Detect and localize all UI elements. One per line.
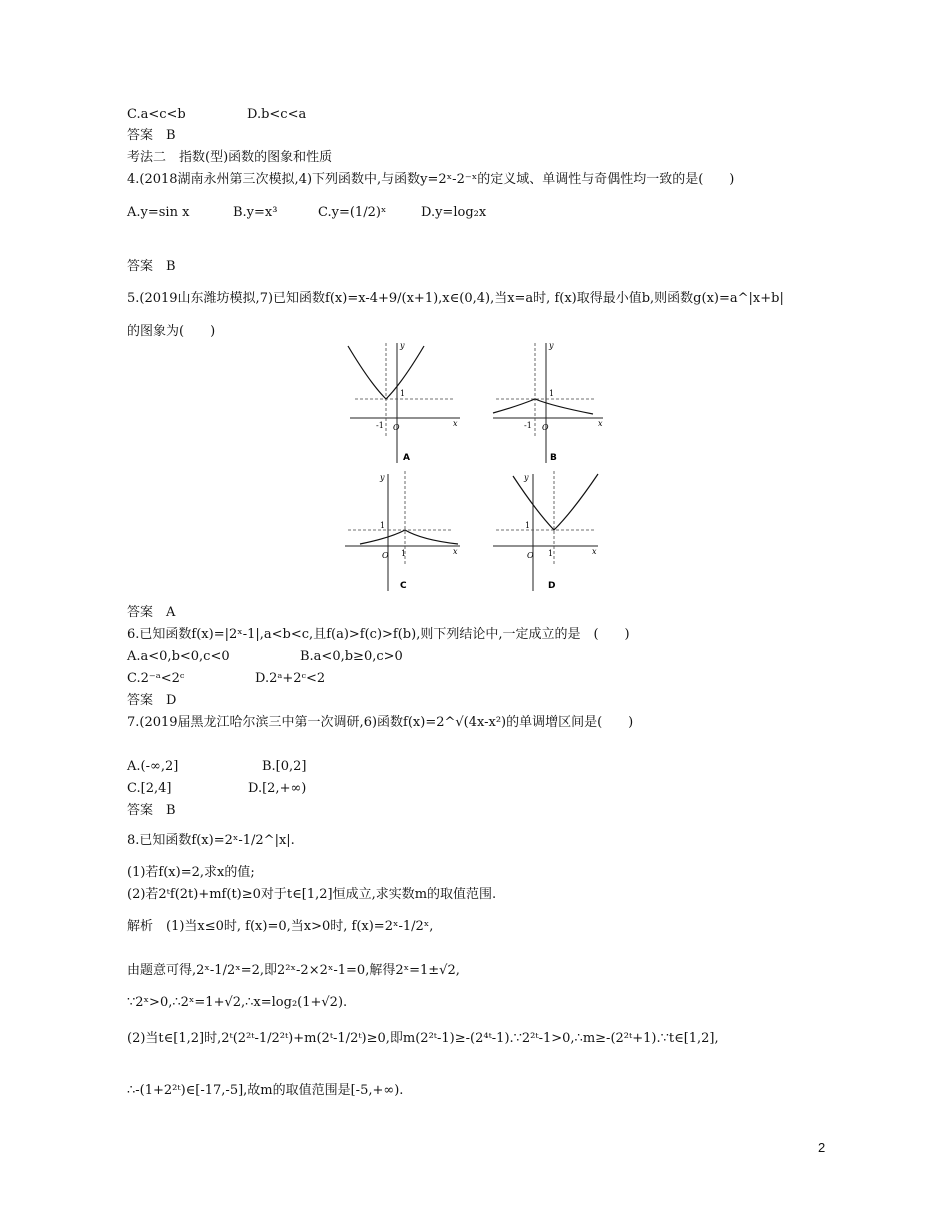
option-a-q7: A.(-∞,2] — [127, 759, 179, 774]
graph-c-tick-1x: 1 — [401, 549, 407, 558]
graph-c-label: C — [400, 581, 407, 591]
graph-c-tick-1: 1 — [380, 521, 386, 530]
option-a-q6: A.a<0,b<0,c<0 — [127, 649, 230, 664]
question-5: 5.(2019山东潍坊模拟,7)已知函数f(x)=x-4+9/(x+1),x∈(0,4),当x=a时, f(x)取得最小值b,则函数g(x)=a^|x+b| — [127, 291, 784, 306]
graph-d-origin: O — [527, 551, 534, 560]
option-c-q4: C.y=(1/2)ˣ — [318, 205, 387, 220]
graph-b-tick-1: 1 — [549, 389, 555, 398]
option-c-q7: C.[2,4] — [127, 781, 172, 796]
graph-d-y: y — [524, 473, 529, 482]
graph-a-label: A — [403, 453, 410, 463]
option-c-q6: C.2⁻ᵃ<2ᶜ — [127, 671, 185, 686]
option-b-q6: B.a<0,b≥0,c>0 — [300, 649, 403, 664]
graph-b-origin: O — [542, 423, 549, 432]
solution-line2: 由题意可得,2ˣ-1/2ˣ=2,即2²ˣ-2×2ˣ-1=0,解得2ˣ=1±√2, — [127, 963, 460, 978]
graph-a-tick-1: 1 — [400, 389, 406, 398]
option-a-q4: A.y=sin x — [127, 205, 190, 220]
answer-q6: 答案 D — [127, 693, 177, 708]
graph-d-x: x — [592, 547, 597, 556]
question-8-part1: (1)若f(x)=2,求x的值; — [127, 865, 255, 880]
page-number: 2 — [818, 1140, 826, 1155]
question-8: 8.已知函数f(x)=2ˣ-1/2^|x|. — [127, 833, 295, 848]
graph-a-y: y — [400, 341, 405, 350]
graph-a-x: x — [453, 419, 458, 428]
option-b-q4: B.y=x³ — [233, 205, 278, 220]
solution-line5: ∴-(1+2²ᵗ)∈[-17,-5],故m的取值范围是[-5,+∞). — [127, 1083, 404, 1098]
question-6: 6.已知函数f(x)=|2ˣ-1|,a<b<c,且f(a)>f(c)>f(b),则下列结论中,一定成立的是 ( ) — [127, 627, 630, 642]
solution-line1: 解析 (1)当x≤0时, f(x)=0,当x>0时, f(x)=2ˣ-1/2ˣ, — [127, 919, 434, 934]
graph-a — [340, 338, 470, 468]
question-4: 4.(2018湖南永州第三次模拟,4)下列函数中,与函数y=2ˣ-2⁻ˣ的定义域、单调性与奇偶性均一致的是( ) — [127, 172, 735, 187]
graph-c — [340, 466, 470, 596]
solution-line4: (2)当t∈[1,2]时,2ᵗ(2²ᵗ-1/2²ᵗ)+m(2ᵗ-1/2ᵗ)≥0,即m(2²ᵗ-1)≥-(2⁴ᵗ-1).∵2²ᵗ-1>0,∴m≥-(2²ᵗ+1).∵t∈[1,2], — [127, 1031, 719, 1046]
graph-a-origin: O — [393, 423, 400, 432]
solution-line3: ∵2ˣ>0,∴2ˣ=1+√2,∴x=log₂(1+√2). — [127, 995, 348, 1010]
section-heading: 考法二 指数(型)函数的图象和性质 — [127, 150, 333, 165]
question-5-cont: 的图象为( ) — [127, 324, 216, 339]
option-d-q6: D.2ᵃ+2ᶜ<2 — [255, 671, 326, 686]
answer-q7: 答案 B — [127, 803, 176, 818]
graph-c-origin: O — [382, 551, 389, 560]
graph-a-tick-neg1: -1 — [376, 421, 384, 430]
graph-c-y: y — [380, 473, 385, 482]
graph-c-x: x — [453, 547, 458, 556]
question-7: 7.(2019届黑龙江哈尔滨三中第一次调研,6)函数f(x)=2^√(4x-x²)的单调增区间是( ) — [127, 715, 634, 730]
option-d-q7: D.[2,+∞) — [248, 781, 307, 796]
graph-b-label: B — [550, 453, 557, 463]
graph-b-x: x — [598, 419, 603, 428]
option-c-q3: C.a<c<b — [127, 107, 186, 122]
graph-b-y: y — [549, 341, 554, 350]
graph-d-tick-1x: 1 — [548, 549, 554, 558]
answer-q5: 答案 A — [127, 605, 176, 620]
option-d-q3: D.b<c<a — [247, 107, 307, 122]
option-d-q4: D.y=log₂x — [421, 205, 487, 220]
option-b-q7: B.[0,2] — [262, 759, 307, 774]
answer-q4: 答案 B — [127, 259, 176, 274]
answer-q3: 答案 B — [127, 128, 176, 143]
graph-d-label: D — [548, 581, 556, 591]
graph-b — [488, 338, 618, 468]
graph-b-tick-neg1: -1 — [524, 421, 532, 430]
graph-d — [488, 466, 618, 596]
question-8-part2: (2)若2ᵗf(2t)+mf(t)≥0对于t∈[1,2]恒成立,求实数m的取值范围. — [127, 887, 497, 902]
graph-d-tick-1: 1 — [525, 521, 531, 530]
